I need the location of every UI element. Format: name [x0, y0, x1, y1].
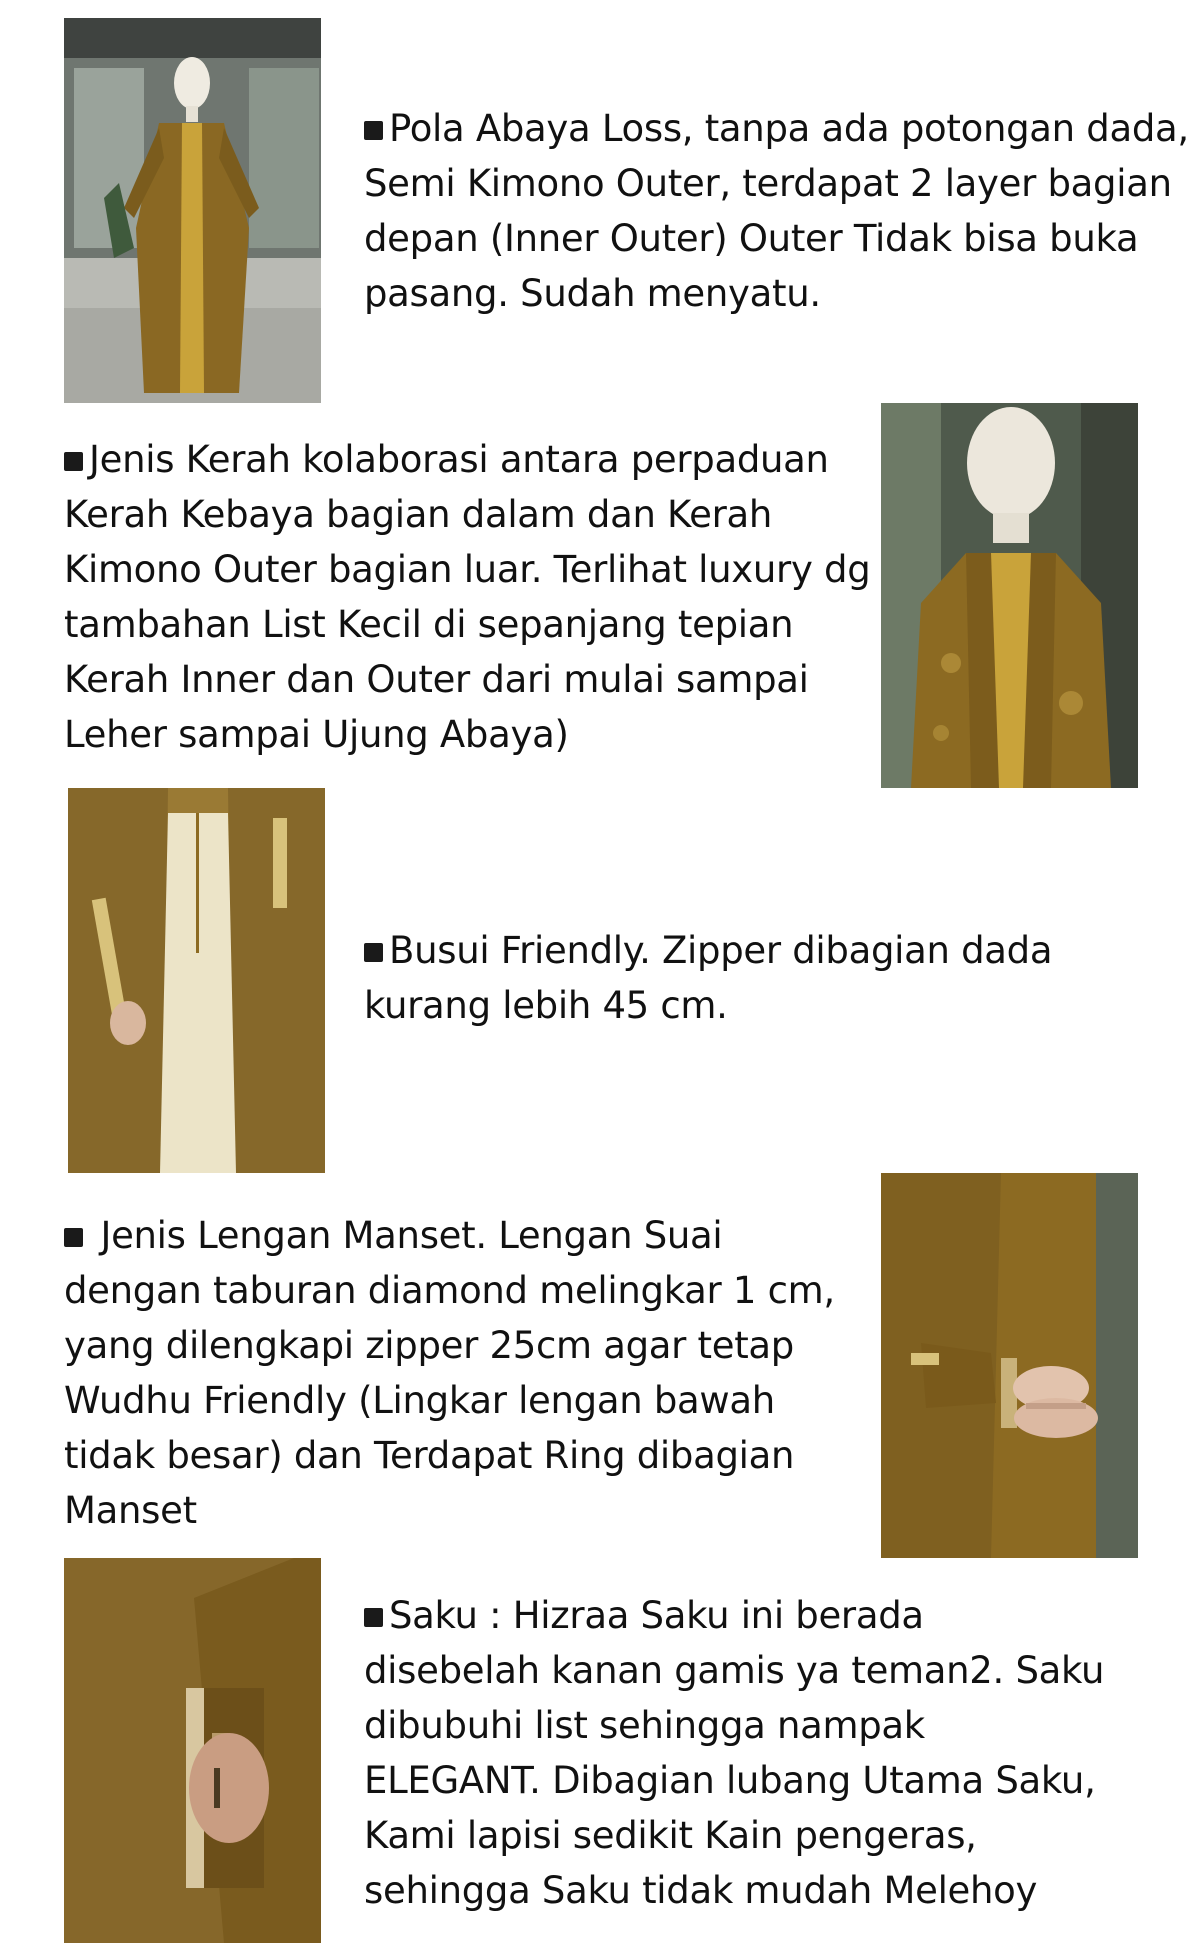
text-line: ELEGANT. Dibagian lubang Utama Saku,	[364, 1759, 1096, 1802]
text-line: Semi Kimono Outer, terdapat 2 layer bagian	[364, 162, 1172, 205]
text-line: dibubuhi list sehingga nampak	[364, 1704, 925, 1747]
product-photo-cuff-sleeve	[881, 1173, 1138, 1558]
text-line: Pola Abaya Loss, tanpa ada potongan dada,	[364, 101, 1189, 156]
text-line: pasang. Sudah menyatu.	[364, 272, 821, 315]
feature-text-block	[364, 1588, 1104, 1918]
feature-text-block	[64, 432, 870, 762]
feature-text-block	[364, 923, 1052, 1033]
text-line: yang dilengkapi zipper 25cm agar tetap	[64, 1324, 794, 1367]
text-line: Jenis Kerah kolaborasi antara perpaduan	[64, 432, 870, 487]
text-line: Kerah Kebaya bagian dalam dan Kerah	[64, 493, 773, 536]
text-line: Kimono Outer bagian luar. Terlihat luxury dg	[64, 548, 871, 591]
black-square-bullet-icon	[364, 1608, 383, 1627]
text-line: Busui Friendly. Zipper dibagian dada	[364, 923, 1052, 978]
product-photo-front-zipper	[68, 788, 325, 1173]
text-line: Kami lapisi sedikit Kain pengeras,	[364, 1814, 977, 1857]
text-line: tambahan List Kecil di sepanjang tepian	[64, 603, 794, 646]
text-line: Manset	[64, 1489, 197, 1532]
text-line: disebelah kanan gamis ya teman2. Saku	[364, 1649, 1105, 1692]
product-photo-mannequin-front	[64, 18, 321, 403]
black-square-bullet-icon	[64, 1228, 83, 1247]
text-line: Kerah Inner dan Outer dari mulai sampai	[64, 658, 809, 701]
feature-text-block	[64, 1208, 835, 1538]
text-line: Jenis Lengan Manset. Lengan Suai	[64, 1208, 835, 1263]
black-square-bullet-icon	[64, 452, 83, 471]
text-line: kurang lebih 45 cm.	[364, 984, 728, 1027]
black-square-bullet-icon	[364, 943, 383, 962]
black-square-bullet-icon	[364, 121, 383, 140]
text-line: sehingga Saku tidak mudah Melehoy	[364, 1869, 1038, 1912]
text-line: dengan taburan diamond melingkar 1 cm,	[64, 1269, 835, 1312]
feature-text-block	[364, 101, 1189, 321]
text-line: Wudhu Friendly (Lingkar lengan bawah	[64, 1379, 775, 1422]
text-line: Saku : Hizraa Saku ini berada	[364, 1588, 1104, 1643]
text-line: tidak besar) dan Terdapat Ring dibagian	[64, 1434, 795, 1477]
text-line: depan (Inner Outer) Outer Tidak bisa buka	[364, 217, 1139, 260]
text-line: Leher sampai Ujung Abaya)	[64, 713, 569, 756]
product-photo-pocket	[64, 1558, 321, 1943]
product-photo-collar-closeup	[881, 403, 1138, 788]
